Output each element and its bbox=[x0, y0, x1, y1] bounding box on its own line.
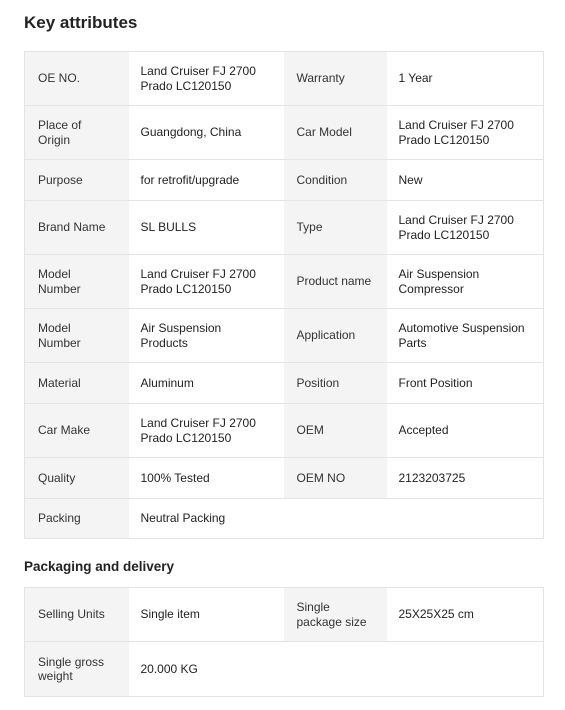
attribute-key: Product name bbox=[284, 255, 387, 309]
table-row bbox=[25, 404, 544, 458]
attribute-key: Purpose bbox=[25, 160, 129, 201]
attribute-key: Model Number bbox=[25, 309, 129, 363]
attribute-value: Automotive Suspension Parts bbox=[387, 309, 544, 363]
attribute-key: OEM NO bbox=[284, 458, 387, 499]
empty-cell bbox=[284, 499, 387, 539]
attribute-key: Car Model bbox=[284, 106, 387, 160]
attribute-value: Aluminum bbox=[129, 363, 284, 404]
attribute-key: Single gross weight bbox=[25, 642, 129, 697]
table-row bbox=[25, 106, 544, 160]
attribute-value: Single item bbox=[129, 588, 284, 642]
table-row bbox=[25, 52, 544, 106]
table-row bbox=[25, 201, 544, 255]
packaging-table bbox=[24, 587, 544, 697]
attribute-value: Neutral Packing bbox=[129, 499, 284, 539]
attribute-value: New bbox=[387, 160, 544, 201]
attribute-key: Model Number bbox=[25, 255, 129, 309]
attribute-key: Packing bbox=[25, 499, 129, 539]
attribute-key: OEM bbox=[284, 404, 387, 458]
attribute-key: Car Make bbox=[25, 404, 129, 458]
key-attributes-table bbox=[24, 51, 544, 539]
attribute-key: Material bbox=[25, 363, 129, 404]
key-attributes-heading: Key attributes bbox=[24, 13, 138, 32]
attribute-key: Application bbox=[284, 309, 387, 363]
attribute-value: for retrofit/upgrade bbox=[129, 160, 284, 201]
attribute-key: Position bbox=[284, 363, 387, 404]
table-row bbox=[25, 458, 544, 499]
attribute-value: 25X25X25 cm bbox=[387, 588, 544, 642]
table-row bbox=[25, 363, 544, 404]
table-row bbox=[25, 588, 544, 642]
attribute-value: Accepted bbox=[387, 404, 544, 458]
attribute-value: 100% Tested bbox=[129, 458, 284, 499]
packaging-heading: Packaging and delivery bbox=[24, 559, 175, 574]
attribute-key: OE NO. bbox=[25, 52, 129, 106]
attribute-value: Air Suspension Compressor bbox=[387, 255, 544, 309]
attribute-value: Land Cruiser FJ 2700 Prado LC120150 bbox=[129, 255, 284, 309]
table-row bbox=[25, 160, 544, 201]
attribute-key: Selling Units bbox=[25, 588, 129, 642]
attribute-key: Single package size bbox=[284, 588, 387, 642]
attribute-key: Brand Name bbox=[25, 201, 129, 255]
attribute-value: Land Cruiser FJ 2700 Prado LC120150 bbox=[129, 52, 284, 106]
attribute-value: Air Suspension Products bbox=[129, 309, 284, 363]
attribute-key: Quality bbox=[25, 458, 129, 499]
table-row bbox=[25, 255, 544, 309]
attribute-key: Place of Origin bbox=[25, 106, 129, 160]
attribute-value: 2123203725 bbox=[387, 458, 544, 499]
table-row bbox=[25, 642, 544, 697]
attribute-value: Land Cruiser FJ 2700 Prado LC120150 bbox=[387, 106, 544, 160]
attribute-key: Warranty bbox=[284, 52, 387, 106]
empty-cell bbox=[284, 642, 387, 697]
attribute-value: 20.000 KG bbox=[129, 642, 284, 697]
attribute-value: SL BULLS bbox=[129, 201, 284, 255]
attribute-value: Land Cruiser FJ 2700 Prado LC120150 bbox=[387, 201, 544, 255]
attribute-value: 1 Year bbox=[387, 52, 544, 106]
attribute-key: Condition bbox=[284, 160, 387, 201]
attribute-value: Front Position bbox=[387, 363, 544, 404]
attribute-key: Type bbox=[284, 201, 387, 255]
attribute-value: Guangdong, China bbox=[129, 106, 284, 160]
empty-cell bbox=[387, 499, 544, 539]
table-row bbox=[25, 499, 544, 539]
attribute-value: Land Cruiser FJ 2700 Prado LC120150 bbox=[129, 404, 284, 458]
table-row bbox=[25, 309, 544, 363]
empty-cell bbox=[387, 642, 544, 697]
